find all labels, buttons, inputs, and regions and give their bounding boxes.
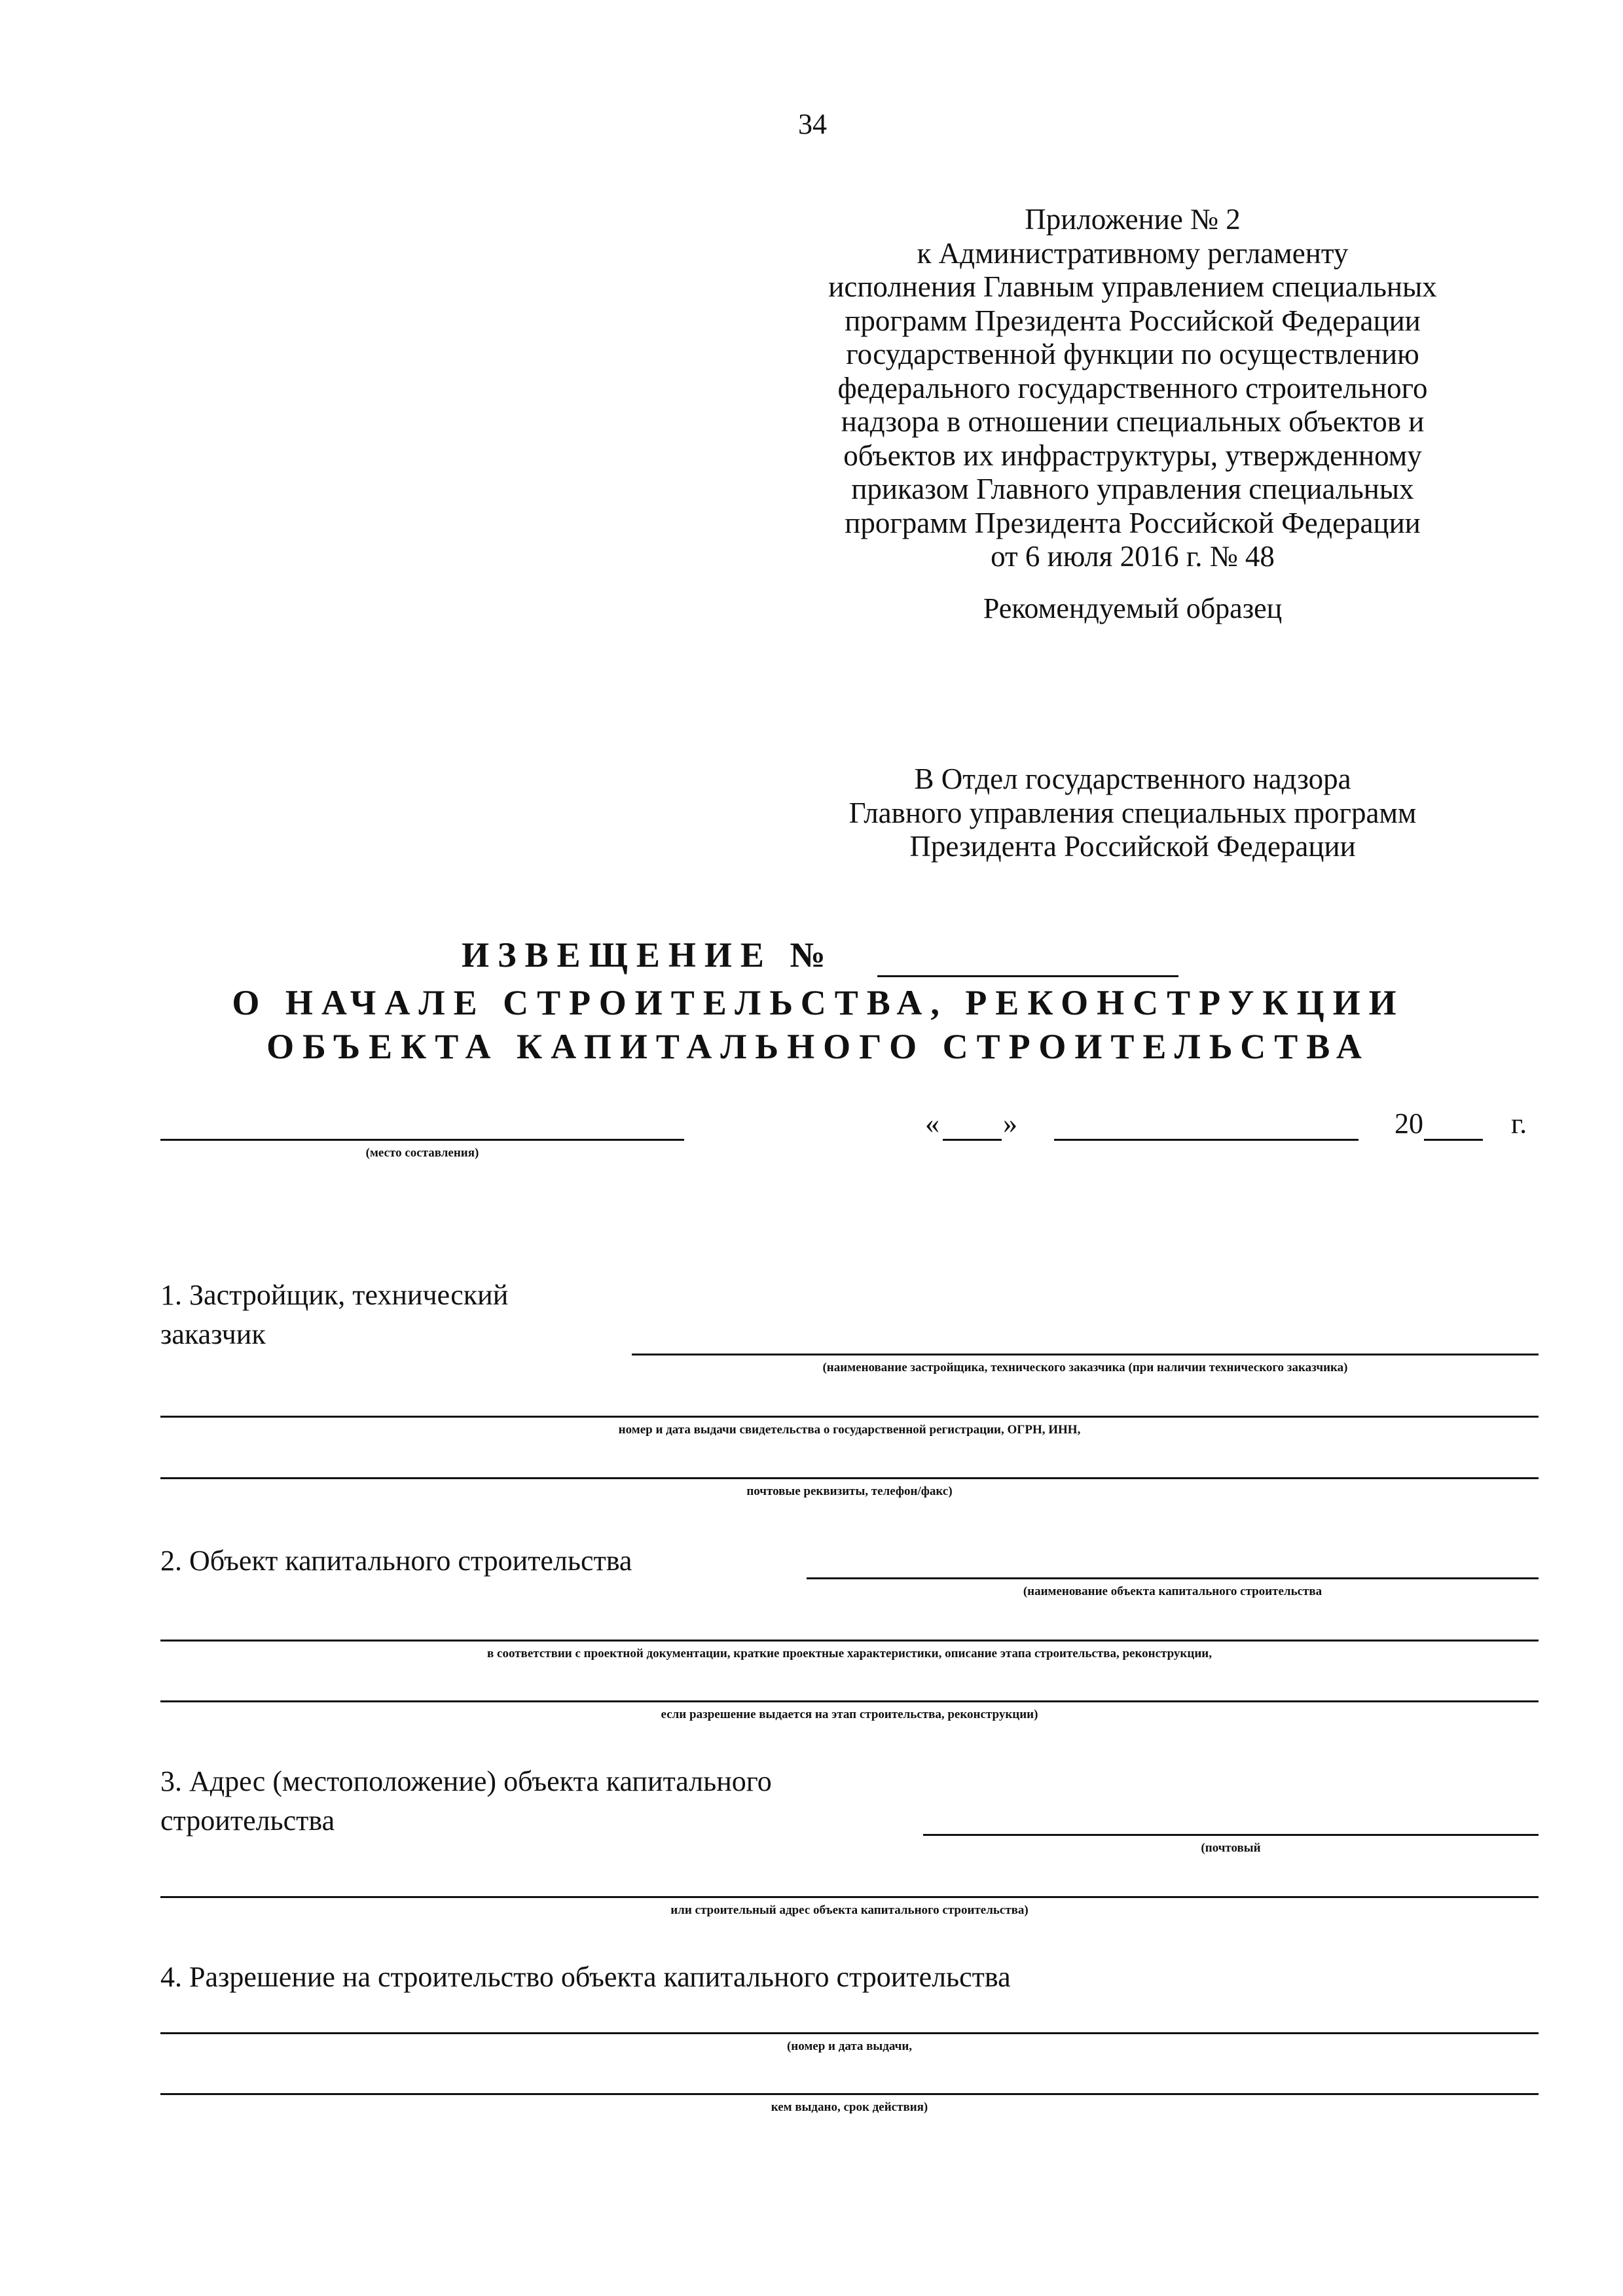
notice-number-field[interactable] <box>877 975 1178 977</box>
building-address-caption: или строительный адрес объекта капитального строительства) <box>670 1903 1029 1917</box>
permit-number-field[interactable] <box>160 2032 1539 2034</box>
object-name-field[interactable] <box>807 1577 1539 1579</box>
year-prefix: 20 <box>1395 1107 1423 1139</box>
object-name-caption: (наименование объекта капитального строительства <box>1023 1585 1322 1598</box>
appendix-line: федерального государственного строительного <box>837 371 1428 404</box>
project-characteristics-field[interactable] <box>160 1640 1539 1641</box>
addressee-line: Президента Российской Федерации <box>909 830 1356 863</box>
section3-label: 3. Адрес (местоположение) объекта капитального <box>160 1765 772 1797</box>
construction-stage-caption: если разрешение выдается на этап строительства, реконструкции) <box>661 1708 1038 1721</box>
section1-label-cont: заказчик <box>160 1318 266 1350</box>
appendix-line: приказом Главного управления специальных <box>851 473 1414 505</box>
appendix-line: программ Президента Российской Федерации <box>845 304 1421 337</box>
section4-label: 4. Разрешение на строительство объекта капитального строительства <box>160 1961 1011 1993</box>
appendix-line: государственной функции по осуществлению <box>846 338 1419 370</box>
appendix-line: от 6 июля 2016 г. № 48 <box>991 540 1275 573</box>
year-suffix: г. <box>1511 1107 1527 1139</box>
place-caption: (место составления) <box>365 1146 479 1160</box>
permit-issuer-field[interactable] <box>160 2093 1539 2095</box>
appendix-line: надзора в отношении специальных объектов и <box>841 405 1425 438</box>
permit-number-caption: (номер и дата выдачи, <box>786 2039 913 2053</box>
addressee-line: Главного управления специальных программ <box>848 796 1417 829</box>
registration-field[interactable] <box>160 1416 1539 1418</box>
section1-label: 1. Застройщик, технический <box>160 1279 509 1311</box>
notice-title: ИЗВЕЩЕНИЕ № <box>462 935 834 975</box>
year-field[interactable] <box>1424 1139 1483 1141</box>
addressee-line: В Отдел государственного надзора <box>914 762 1351 795</box>
appendix-line: к Административному регламенту <box>917 236 1349 270</box>
postal-address-caption: (почтовый <box>1201 1841 1261 1855</box>
sample-label: Рекомендуемый образец <box>983 592 1283 624</box>
appendix-line: Приложение № 2 <box>1025 203 1241 236</box>
place-field[interactable] <box>160 1139 684 1141</box>
permit-issuer-caption: кем выдано, срок действия) <box>771 2100 928 2114</box>
appendix-line: объектов их инфраструктуры, утвержденному <box>843 439 1422 472</box>
postal-details-caption: почтовые реквизиты, телефон/факс) <box>746 1484 953 1498</box>
appendix-header <box>753 203 1512 574</box>
developer-name-caption: (наименование застройщика, технического заказчика (при наличии технического заказчика) <box>822 1361 1348 1374</box>
notice-subtitle-line1: О НАЧАЛЕ СТРОИТЕЛЬСТВА, РЕКОНСТРУКЦИИ <box>232 983 1405 1022</box>
postal-address-field[interactable] <box>923 1834 1539 1836</box>
addressee-block <box>753 762 1512 864</box>
quote-open: « <box>925 1107 939 1139</box>
construction-stage-field[interactable] <box>160 1700 1539 1702</box>
registration-caption: номер и дата выдачи свидетельства о государственной регистрации, ОГРН, ИНН, <box>618 1423 1081 1437</box>
day-field[interactable] <box>943 1139 1002 1141</box>
postal-details-field[interactable] <box>160 1477 1539 1479</box>
developer-name-field[interactable] <box>632 1354 1539 1355</box>
month-field[interactable] <box>1054 1139 1359 1141</box>
appendix-line: исполнения Главным управлением специальных <box>828 270 1437 303</box>
section3-label-cont: строительства <box>160 1804 335 1837</box>
section2-label: 2. Объект капитального строительства <box>160 1545 632 1577</box>
project-characteristics-caption: в соответствии с проектной документации, краткие проектные характеристики, описание этапа строительства, реконструкции, <box>487 1647 1212 1660</box>
quote-close: » <box>1003 1107 1017 1139</box>
page-number: 34 <box>798 108 827 140</box>
building-address-field[interactable] <box>160 1896 1539 1898</box>
appendix-line: программ Президента Российской Федерации <box>845 506 1421 539</box>
notice-subtitle-line2: ОБЪЕКТА КАПИТАЛЬНОГО СТРОИТЕЛЬСТВА <box>266 1027 1370 1066</box>
